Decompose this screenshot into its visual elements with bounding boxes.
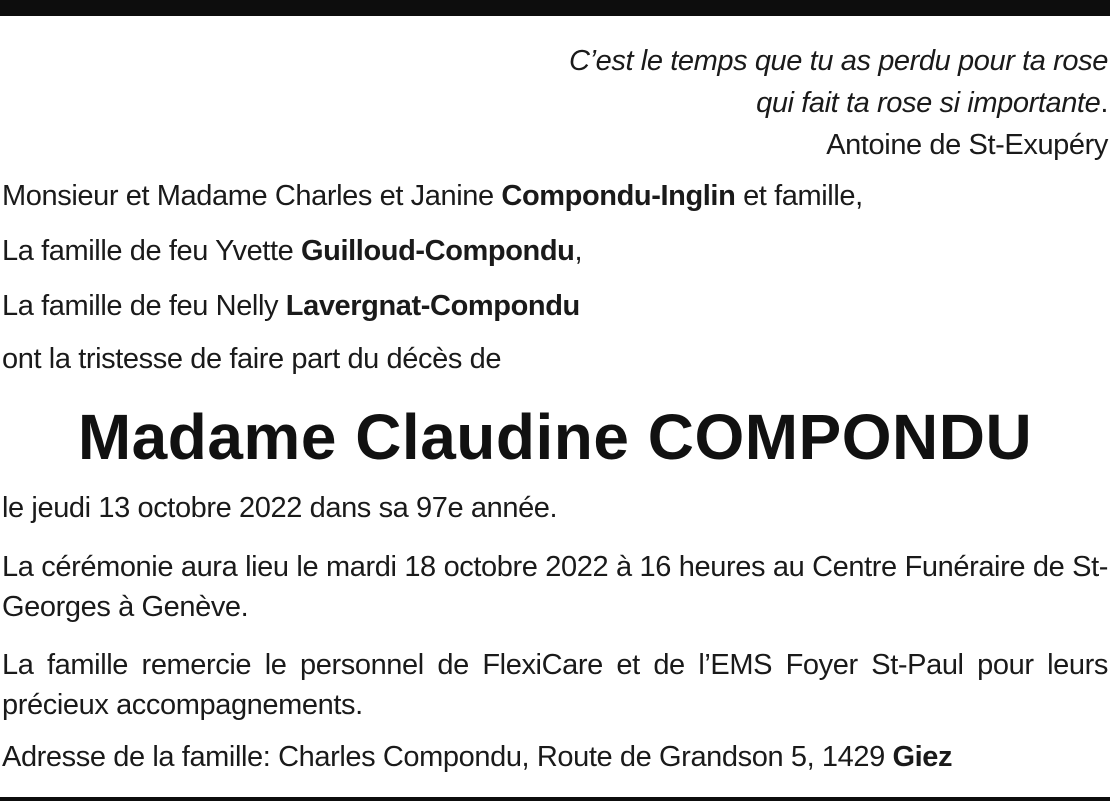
deceased-name: Madame Claudine COMPONDU — [77, 401, 1033, 473]
address-town: Giez — [892, 741, 953, 773]
address-text: Adresse de la famille: Charles Compondu, Route de Grandson 5, 1429 — [2, 741, 893, 773]
quote-line-2-end: . — [1100, 87, 1108, 119]
top-border-rule — [0, 0, 1110, 16]
family-line-1-prefix: Monsieur et Madame Charles et Janine — [2, 180, 502, 212]
epigraph-quote — [569, 40, 1108, 166]
family-line-2-prefix: La famille de feu Yvette — [2, 235, 302, 267]
family-line-3 — [2, 290, 580, 323]
quote-line-2: qui fait ta rose si importante — [756, 87, 1101, 119]
announcement-text: ont la tristesse de faire part du décès de — [2, 343, 502, 375]
family-line-1-suffix: et famille, — [735, 180, 863, 212]
quote-line-1: C’est le temps que tu as perdu pour ta rose — [569, 45, 1108, 77]
quote-author: Antoine de St-Exupéry — [826, 129, 1108, 161]
family-line-2 — [2, 235, 582, 268]
family-line-1 — [2, 180, 863, 213]
family-line-2-surname: Guilloud-Compondu — [301, 235, 575, 267]
bottom-border-rule — [0, 797, 1110, 801]
ceremony-paragraph: La cérémonie aura lieu le mardi 18 octobre 2022 à 16 heures au Centre Funéraire de St-Georges à Genève. — [2, 551, 1108, 623]
death-date-text: le jeudi 13 octobre 2022 dans sa 97e année. — [2, 492, 558, 524]
family-line-1-surname: Compondu-Inglin — [501, 180, 736, 212]
family-address — [2, 741, 952, 774]
family-line-3-surname: Lavergnat-Compondu — [285, 290, 580, 322]
family-line-2-suffix: , — [574, 235, 583, 267]
thanks-paragraph: La famille remercie le personnel de FlexiCare et de l’EMS Foyer St-Paul pour leurs précieux accompagnements. — [2, 649, 1108, 721]
family-line-3-prefix: La famille de feu Nelly — [2, 290, 286, 322]
